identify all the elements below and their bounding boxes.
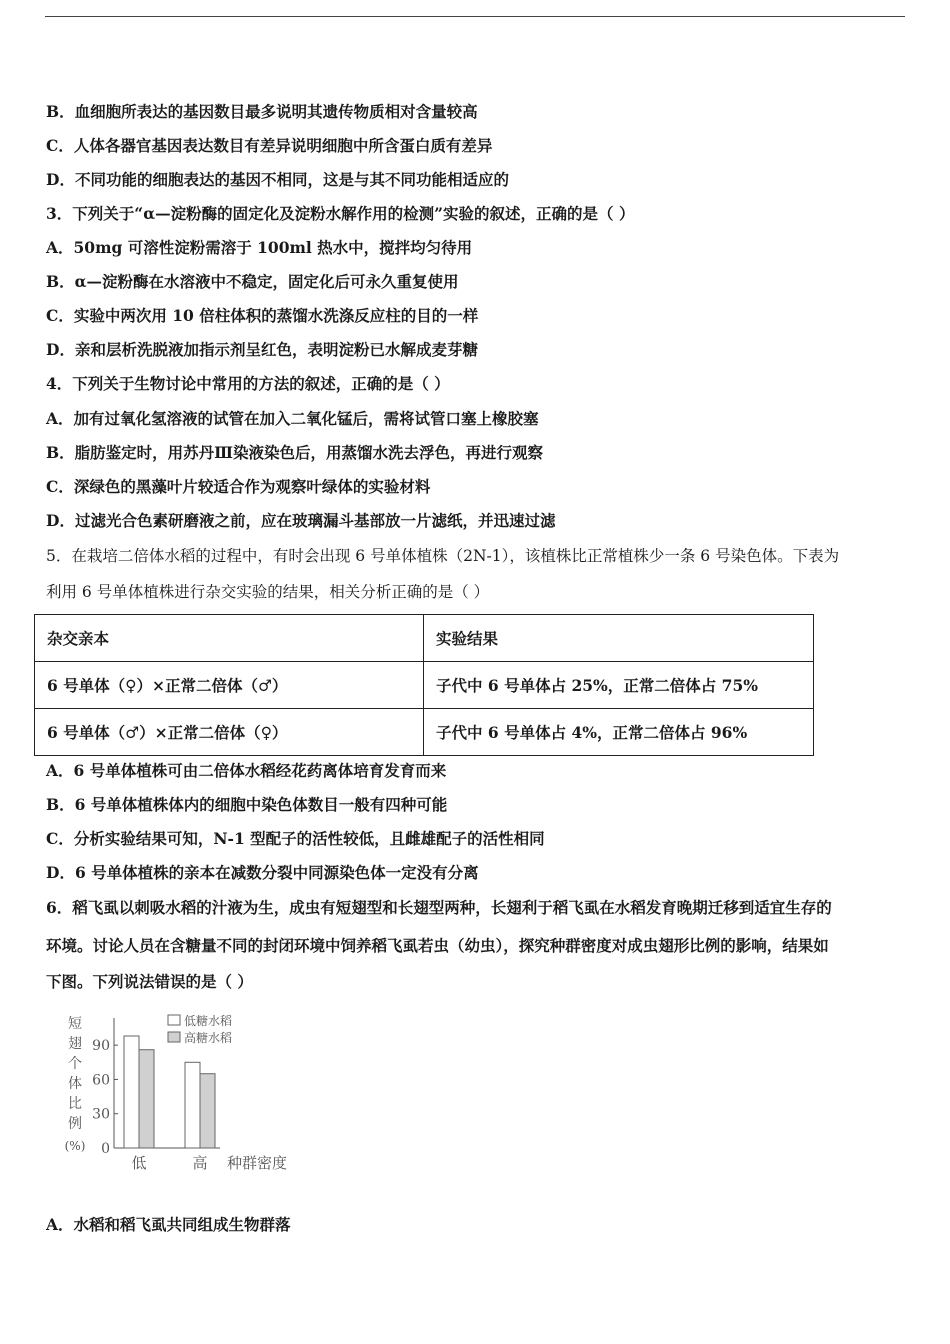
option-d-q2: D．不同功能的细胞表达的基因不相同，这是与其不同功能相适应的 <box>46 170 509 189</box>
table-row <box>35 709 814 756</box>
option-b-q3: B．α—淀粉酶在水溶液中不稳定，固定化后可永久重复使用 <box>46 272 459 291</box>
y-axis-label-char: 短 <box>68 1016 82 1032</box>
question-4: 4．下列关于生物讨论中常用的方法的叙述，正确的是（ ） <box>46 374 450 393</box>
option-a-q4: A．加有过氧化氢溶液的试管在加入二氧化锰后，需将试管口塞上橡胶塞 <box>46 409 539 428</box>
option-a-q6: A．水稻和稻飞虱共同组成生物群落 <box>46 1215 291 1234</box>
legend-swatch <box>168 1015 180 1025</box>
question-3: 3．下列关于“α—淀粉酶的固定化及淀粉水解作用的检测”实验的叙述，正确的是（ ） <box>46 204 635 223</box>
option-a-q5: A．6 号单体植株可由二倍体水稻经花药离体培育发育而来 <box>46 761 447 780</box>
option-b-q4: B．脂肪鉴定时，用苏丹Ⅲ染液染色后，用蒸馏水洗去浮色，再进行观察 <box>46 443 543 462</box>
y-tick-label: 0 <box>101 1141 110 1157</box>
option-c-q4: C．深绿色的黑藻叶片较适合作为观察叶绿体的实验材料 <box>46 477 431 496</box>
question-6-line2: 环境。讨论人员在含糖量不同的封闭环境中饲养稻飞虱若虫（幼虫），探究种群密度对成虫翅形比例的影响，结果如 <box>46 936 829 955</box>
legend-label: 低糖水稻 <box>184 1014 233 1028</box>
y-axis-label-unit: (%) <box>64 1139 86 1153</box>
x-tick-label: 低 <box>131 1154 147 1172</box>
option-b-q2: B．血细胞所表达的基因数目最多说明其遗传物质相对含量较高 <box>46 102 478 121</box>
bar-low-sugar <box>124 1036 139 1148</box>
y-axis-label-char: 翅 <box>68 1036 82 1052</box>
bar-high-sugar <box>200 1074 215 1148</box>
option-d-q3: D．亲和层析洗脱液加指示剂呈红色，表明淀粉已水解成麦芽糖 <box>46 340 478 359</box>
table-cell: 6 号单体（♂）×正常二倍体（♀） <box>35 709 424 756</box>
option-c-q3: C．实验中两次用 10 倍柱体积的蒸馏水洗涤反应柱的目的一样 <box>46 306 479 325</box>
header-rule <box>45 16 905 17</box>
question-5-line2: 利用 6 号单体植株进行杂交实验的结果，相关分析正确的是（ ） <box>46 583 490 601</box>
cross-experiment-table <box>34 614 814 756</box>
wing-ratio-bar-chart <box>60 1008 300 1173</box>
x-axis-label: 种群密度 <box>226 1154 288 1172</box>
table-header-cell: 杂交亲本 <box>35 615 424 662</box>
bar-low-sugar <box>185 1062 200 1148</box>
option-d-q5: D．6 号单体植株的亲本在减数分裂中同源染色体一定没有分离 <box>46 863 479 882</box>
legend-swatch <box>168 1032 180 1042</box>
bar-high-sugar <box>139 1050 154 1148</box>
option-b-q5: B．6 号单体植株体内的细胞中染色体数目一般有四种可能 <box>46 795 448 814</box>
table-cell: 子代中 6 号单体占 4%，正常二倍体占 96% <box>424 709 814 756</box>
y-axis-label-char: 例 <box>68 1116 82 1132</box>
question-5-line1: 5．在栽培二倍体水稻的过程中，有时会出现 6 号单体植株（2N-1），该植株比正常植株少一条 6 号染色体。下表为 <box>46 547 840 565</box>
legend-label: 高糖水稻 <box>184 1031 233 1045</box>
x-tick-label: 高 <box>192 1154 208 1172</box>
table-row <box>35 662 814 709</box>
option-a-q3: A．50mg 可溶性淀粉需溶于 100ml 热水中，搅拌均匀待用 <box>46 238 473 257</box>
question-6-line3: 下图。下列说法错误的是（ ） <box>46 972 253 991</box>
table-header-cell: 实验结果 <box>424 615 814 662</box>
y-tick-label: 30 <box>92 1106 110 1123</box>
option-c-q2: C．人体各器官基因表达数目有差异说明细胞中所含蛋白质有差异 <box>46 136 493 155</box>
y-axis-label-char: 体 <box>68 1076 82 1092</box>
y-tick-label: 60 <box>92 1072 110 1089</box>
table-cell: 子代中 6 号单体占 25%，正常二倍体占 75% <box>424 662 814 709</box>
y-axis-label-char: 个 <box>68 1056 82 1072</box>
y-tick-label: 90 <box>92 1038 110 1055</box>
option-d-q4: D．过滤光合色素研磨液之前，应在玻璃漏斗基部放一片滤纸，并迅速过滤 <box>46 511 556 530</box>
table-header-row <box>35 615 814 662</box>
question-6-line1: 6．稻飞虱以刺吸水稻的汁液为生，成虫有短翅型和长翅型两种，长翅利于稻飞虱在水稻发育晚期迁移到适宜生存的 <box>46 898 832 917</box>
y-axis-label-char: 比 <box>68 1096 82 1112</box>
option-c-q5: C．分析实验结果可知，N-1 型配子的活性较低，且雌雄配子的活性相同 <box>46 829 545 848</box>
table-cell: 6 号单体（♀）×正常二倍体（♂） <box>35 662 424 709</box>
